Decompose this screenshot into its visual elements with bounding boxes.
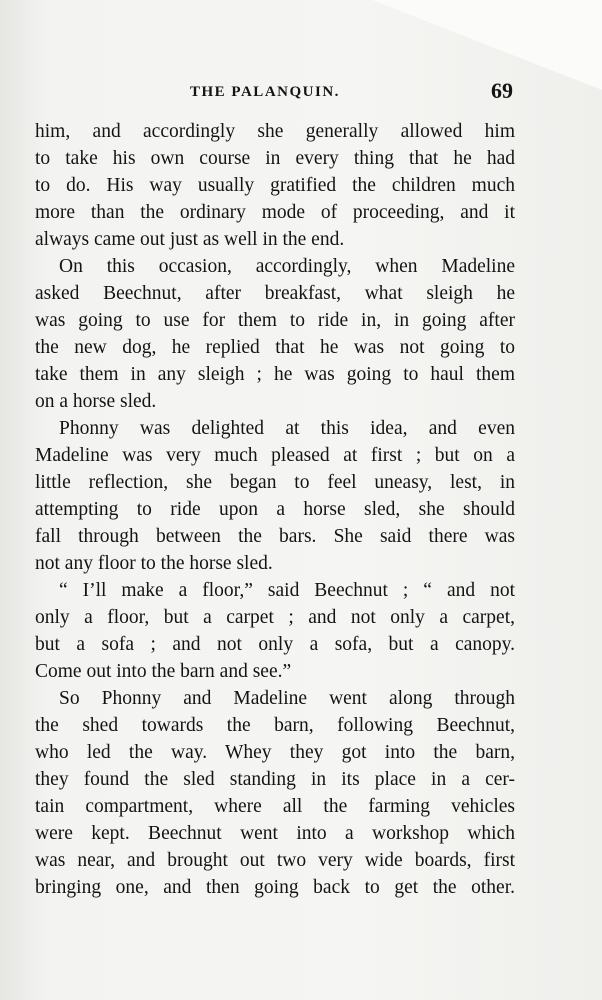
- text-line: Madeline was very much pleased at first ; but on a: [35, 445, 515, 466]
- text-line: little reflection, she began to feel uneasy, lest, in: [35, 472, 515, 493]
- text-line: who led the way. Whey they got into the barn,: [35, 742, 515, 763]
- text-line: always came out just as well in the end.: [35, 229, 345, 250]
- text-line: was near, and brought out two very wide boards, first: [35, 850, 515, 871]
- running-title: THE PALANQUIN.: [190, 84, 340, 100]
- page-corner-fold: [372, 0, 602, 90]
- text-line: attempting to ride upon a horse sled, she should: [35, 499, 515, 520]
- text-line: Phonny was delighted at this idea, and even: [59, 418, 515, 439]
- text-line: was going to use for them to ride in, in going after: [35, 310, 515, 331]
- text-line: only a floor, but a carpet ; and not only a carpet,: [35, 607, 515, 628]
- text-line: more than the ordinary mode of proceeding, and it: [35, 202, 515, 223]
- text-line: not any floor to the horse sled.: [35, 553, 273, 574]
- text-line: they found the sled standing in its place in a cer-: [35, 769, 515, 790]
- text-line: take them in any sleigh ; he was going to haul them: [35, 364, 515, 385]
- text-line: So Phonny and Madeline went along through: [59, 688, 515, 709]
- text-line: Come out into the barn and see.”: [35, 661, 292, 682]
- text-line: bringing one, and then going back to get the other.: [35, 877, 515, 898]
- text-line: were kept. Beechnut went into a workshop which: [35, 823, 515, 844]
- text-line: the shed towards the barn, following Beechnut,: [35, 715, 515, 736]
- body-text: [35, 118, 515, 901]
- text-line: to take his own course in every thing that he had: [35, 148, 515, 169]
- text-line: the new dog, he replied that he was not going to: [35, 337, 515, 358]
- text-line: asked Beechnut, after breakfast, what sleigh he: [35, 283, 515, 304]
- text-line: him, and accordingly she generally allowed him: [35, 121, 515, 142]
- page-number: 69: [491, 78, 513, 103]
- text-line: fall through between the bars. She said there was: [35, 526, 515, 547]
- text-line: tain compartment, where all the farming vehicles: [35, 796, 515, 817]
- text-line: “ I’ll make a floor,” said Beechnut ; “ and not: [59, 580, 515, 601]
- text-line: but a sofa ; and not only a sofa, but a canopy.: [35, 634, 515, 655]
- text-line: to do. His way usually gratified the children much: [35, 175, 515, 196]
- text-line: on a horse sled.: [35, 391, 157, 412]
- text-line: On this occasion, accordingly, when Madeline: [59, 256, 515, 277]
- page-header: [35, 80, 515, 110]
